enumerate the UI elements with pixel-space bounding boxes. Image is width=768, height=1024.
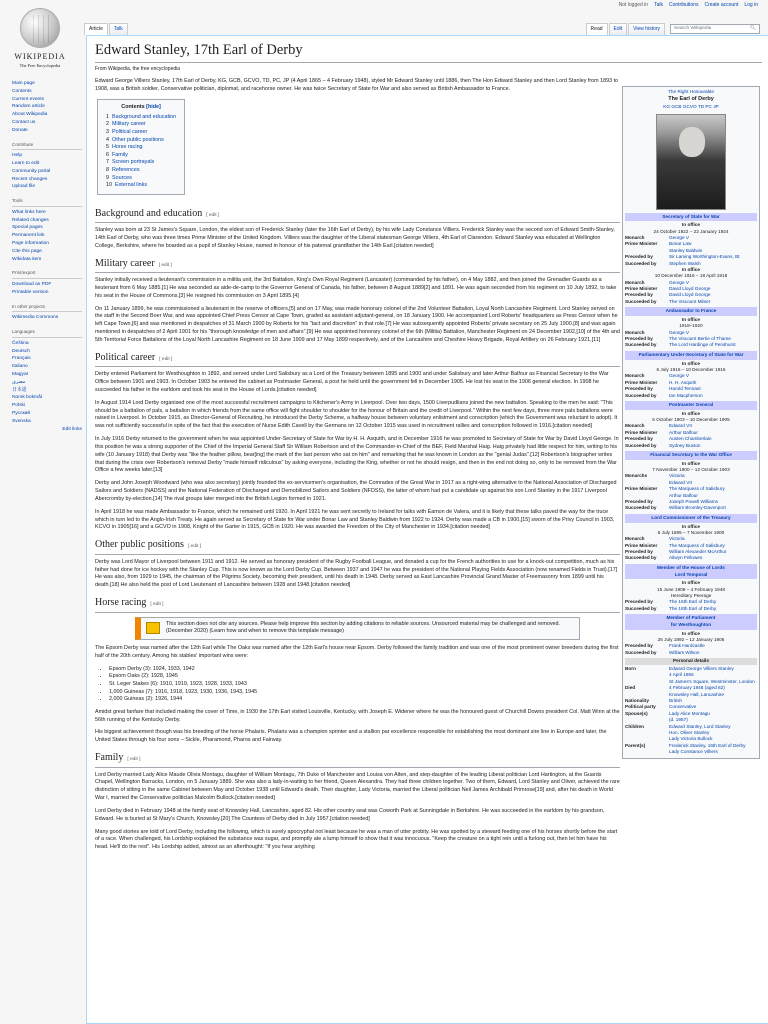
- unsourced-notice: [135, 617, 580, 641]
- section-edit-link[interactable]: [ edit ]: [127, 757, 141, 763]
- section-heading-racing: [95, 596, 620, 613]
- toc-item[interactable]: [106, 114, 176, 122]
- section-heading-family: [95, 751, 620, 768]
- sidebar-language-item[interactable]: Français: [12, 356, 31, 362]
- sidebar-contribute-item[interactable]: Recent changes: [12, 176, 48, 182]
- infobox-value[interactable]: The 16th Earl of Derby: [669, 599, 717, 605]
- infobox-row: [625, 393, 757, 399]
- toc-link[interactable]: Other public positions: [112, 136, 164, 143]
- in-office-label: In office: [682, 222, 700, 228]
- infobox-value[interactable]: Arthur Balfour: [669, 429, 698, 435]
- sidebar-language-item[interactable]: Italiano: [12, 364, 28, 370]
- sidebar-tools-item[interactable]: Permanent link: [12, 233, 45, 239]
- wins-list-item: • 1,000 Guineas (7): 1916, 1918, 1923, 1930, 1936, 1943, 1945: [109, 689, 620, 697]
- toc-item[interactable]: [106, 137, 176, 145]
- infobox-label: Prime Minister: [625, 286, 658, 292]
- infobox-row: [625, 606, 757, 612]
- sidebar-contribute-item[interactable]: Upload file: [12, 184, 36, 190]
- paragraph: Amidst great fanfare that included making the cover of Time, in 1930 the 17th Earl visited Louisville, Kentucky, with Joseph E. Widener where he was the honoured guest of Churchill Downs president Col. Matt Winn at the 56th running of the Kentucky Derby.: [95, 708, 620, 723]
- toc-number: 8: [106, 166, 109, 173]
- logo-wordmark: WIKIPEDIA: [14, 52, 66, 61]
- infobox-label: Children: [625, 723, 645, 729]
- infobox-value[interactable]: Harold Tennant: [669, 386, 701, 392]
- office-dates: Hereditary Peerage: [670, 593, 712, 599]
- sidebar-heading: In other projects: [12, 304, 82, 313]
- infobox-value[interactable]: David Lloyd George: [669, 286, 711, 292]
- infobox-label: Succeeded by: [625, 649, 657, 655]
- infobox-row: [625, 443, 757, 449]
- sidebar-heading: Print/export: [12, 270, 82, 279]
- office-title-line[interactable]: Ambassador to France: [665, 308, 717, 314]
- section-heading-military: [95, 257, 620, 274]
- office-header: [625, 213, 757, 222]
- infobox-row: [625, 743, 757, 756]
- toc-title: Contents [hide]: [121, 103, 161, 110]
- infobox-value[interactable]: Edward Stanley, Lord Stanley Hon. Oliver Stanley Lady Victoria Bullock: [669, 723, 731, 742]
- infobox-label: Monarch: [625, 536, 645, 542]
- sidebar-nav-item[interactable]: Random article: [12, 104, 45, 110]
- toc-hide[interactable]: [hide]: [146, 103, 161, 110]
- paragraph: Lord Derby died in February 1948 at the family seat of Knowsley Hall, Lancashire, aged 82. His other country seat was Coworth Park at Sunningdale in Berkshire. He was succeeded in the earldom by his grandson, Edward. He is buried at St Mary's Church, Knowsley.[20] The Countess of Derby died in July 1957.[citation needed]: [95, 807, 605, 822]
- search-input[interactable]: Search Wikipedia 🔍︎: [670, 24, 760, 34]
- sidebar-print-item[interactable]: Printable version: [12, 289, 49, 295]
- office-title-line[interactable]: Postmaster General: [668, 401, 714, 407]
- infobox-value[interactable]: Joseph Powell Williams: [669, 498, 718, 504]
- infobox-label: Preceded by: [625, 599, 653, 605]
- section-heading-background: [95, 207, 620, 224]
- tab-talk[interactable]: Talk: [109, 23, 128, 35]
- sidebar-language-item[interactable]: Magyar: [12, 372, 29, 377]
- sidebar-language-item[interactable]: Svenska: [12, 418, 31, 424]
- section-title: Political career: [95, 351, 156, 363]
- sidebar-language-item[interactable]: Deutsch: [12, 348, 30, 354]
- infobox-value[interactable]: William Alexander McArthur: [669, 549, 727, 554]
- sidebar-print-item[interactable]: Download as PDF: [12, 282, 52, 288]
- office-dates: 6 October 1903 – 10 December 1905: [652, 417, 730, 423]
- site-sub: From Wikipedia, the free encyclopedia: [95, 66, 181, 73]
- paragraph: Stanley was born at 23 St James's Square, London, the eldest son of Frederick Stanley (later the 16th Earl of Derby), by his wife Lady Constance Villiers. Frederick Stanley was the second son of Edward Smith-Stanley, 14th Earl of Derby, who was three times Prime Minister of the United Kingdom. Villiers was the daughter of the Liberal statesman George Villiers, 4th Earl of Clarendon. Edward Stanley was educated at Wellington College, Berkshire, where he boarded as a pupil of Stanley House, named in honour of his paternal grandfather the 14th Earl.[citation needed]: [95, 227, 615, 249]
- infobox-value[interactable]: 4 February 1948 (aged 82) Knowsley Hall, Lancashire: [669, 685, 725, 697]
- in-office-label: In office: [682, 317, 700, 323]
- infobox-value[interactable]: Lady Alice Montagu (d. 1957): [669, 710, 710, 723]
- login-link[interactable]: Log in: [744, 2, 758, 9]
- infobox-value[interactable]: William Wilson: [669, 649, 700, 655]
- section-title: Background and education: [95, 207, 203, 219]
- infobox: [622, 86, 760, 759]
- sidebar-projects: [12, 304, 82, 322]
- infobox-value[interactable]: H. H. Asquith: [669, 379, 697, 385]
- section-heading-other: [95, 538, 620, 555]
- infobox-value[interactable]: Conservative: [669, 704, 697, 710]
- paragraph: Derby and John Joseph Woodward (who was also secretary) jointly founded the ex-servicemen's organisation, the Comrades of the Great War in 1917 as a right-wing alternative to the National Association of Discharged Sailors and Soldiers (NADSS) and the National Federation of Discharged and Demobilized Sailors and Soldiers (NFDSS), the latter of whom had put a candidate up against his son Lord Stanley in the 1917 Liverpool Abercromby by-election.[14] The rival groups later merged into the British Legion formed in 1921.: [95, 480, 617, 502]
- personal-details-header: Personal details: [625, 658, 757, 665]
- sidebar-tools-item[interactable]: Special pages: [12, 225, 43, 231]
- sidebar: [12, 80, 82, 440]
- infobox-label: Parent(s): [625, 742, 646, 748]
- paragraph: On 11 January 1899, he was commissioned a lieutenant in the reserve of officers,[5] and on 17 May, was made honorary colonel of the 2nd Volunteer Battalion, Loyal North Lancashire Regiment. Lord Stanley served on the staff in the Second Boer War, and was appointed Chief Press Censor at Cape Town, graded as assistant adjutant-general, on 18 January 1900. He accompanied Lord Roberts' headquarters as Press Censor when he left Cape Town,[6] and was mentioned in despatches of 31 March 1900 by Roberts for his "tact and discretion" in that role.[7] He was subsequently appointed Roberts' private secretary on 25 July 1900.[8] and was again mentioned in despatches of 2 April 1901 for his "thorough knowledge of men and affairs".[9] He was appointed honorary colonel of the 6th (Militia) Battalion, Manchester Regiment on 24 December 1902,[10] of the 4th and 5th Territorial Force Battalions of the Loyal North Lancashire Regiment on 18 June 1909 and 17 May 1899 respectively, and of the Lancashire and Cheshire Heavy Brigade, Royal Artillery on 26 February 1921.[11]: [95, 305, 620, 343]
- toc-link[interactable]: Political career: [112, 128, 148, 135]
- table-of-contents: [97, 99, 185, 195]
- section-title: Family: [95, 752, 124, 764]
- sidebar-language-item[interactable]: Русский: [12, 410, 31, 416]
- infobox-value[interactable]: The Viscount Bertie of Thame: [669, 336, 731, 342]
- paragraph: Derby was Lord Mayor of Liverpool between 1911 and 1912. He served as honorary president of the Rugby Football League, and donated a cup for the French authorities to use for a knock-out competition, much as his father had done for ice hockey with the Stanley Cup. This is now known as the Lord Derby Cup. Between 1937 and 1947 he was the president of the National Playing Fields Association (now renamed Fields in Trust).[17] He was also, from 1929 to 1945, the chairman of the Pilgrims Society, becoming their president, until his death in 1948. Derby served as East Lancashire Provincial Grand Master of Freemasonry from 1899 until his death.[18] He also held the post of Lord Lieutenant of Lancashire between 1928 and 1948.[citation needed]: [95, 558, 618, 589]
- infobox-label: Prime Minister: [625, 486, 658, 492]
- logo-tagline: The Free Encyclopedia: [19, 62, 61, 68]
- section-heading-political: [95, 351, 620, 368]
- sidebar-contribute: [12, 142, 82, 192]
- infobox-row: [625, 241, 757, 254]
- wins-list-item: • Epsom Oaks (2): 1928, 1945: [109, 673, 620, 681]
- office-dates: 24 October 1922 – 22 January 1924: [653, 228, 729, 234]
- infobox-label: Succeeded by: [625, 342, 657, 348]
- infobox-value[interactable]: Victoria Edward VII: [669, 473, 692, 485]
- infobox-row: [625, 711, 757, 724]
- infobox-label: Preceded by: [625, 498, 653, 504]
- infobox-value[interactable]: The Marquess of Salisbury Arthur Balfour: [669, 486, 725, 498]
- wins-list-item: • St. Leger Stakes (6): 1910, 1919, 1923, 1928, 1933, 1943: [109, 681, 620, 689]
- infobox-label: Spouse(s): [625, 710, 648, 716]
- sidebar-language-item[interactable]: مصرى: [12, 379, 26, 385]
- paragraph: The Epsom Derby was named after the 12th Earl while The Oaks was named after the 12th Earl's house near Epsom. Derby followed the family tradition and was one of the most prominent owner breeders during the first half of the 20th century. Among his stables' important wins were:: [95, 645, 619, 659]
- personal-tools: [308, 0, 768, 12]
- infobox-row: [625, 685, 757, 698]
- toc-number: 9: [106, 174, 109, 181]
- toc-item[interactable]: [106, 152, 176, 160]
- toc-number: 1: [106, 113, 109, 120]
- infobox-row: [625, 505, 757, 511]
- office-dates: 15 June 1908 – 4 February 1948: [656, 586, 726, 592]
- infobox-value[interactable]: The Lord Hardinge of Penshurst: [669, 342, 736, 348]
- in-office-label: In office: [682, 580, 700, 586]
- infobox-label: Preceded by: [625, 254, 653, 260]
- infobox-row: [625, 299, 757, 305]
- toc-link[interactable]: Sources: [112, 174, 132, 181]
- paragraph: Lord Derby married Lady Alice Maude Olivia Montagu, daughter of William Montagu, 7th Duke of Manchester and Louisa von Alten, and step-daughter of the leading Liberal politician Lord Hartington, at the Guards Chapel, Wellington Barracks, London, on 5 January 1889. She was also a lady-in-waiting to her friend, Queen Alexandra. They had three children together. Two of them, Edward, Lord Stanley and Oliver, achieved the rare distinction of sitting in the same Cabinet between May and October 1938 until Edward's death. Their daughter, Lady Victoria, married the Liberal politician Neil James Archibald Primrose[19] and, after his death in World War I, married the Conservative politician Malcolm Bullock.[citation needed]: [95, 771, 620, 802]
- section-edit-link[interactable]: [ edit ]: [150, 602, 164, 608]
- paragraph: In July 1916 Derby returned to the government when he was appointed Under-Secretary of State for War by H. H. Asquith, and in December 1916 he was promoted to Secretary of State for War by David Lloyd George. In this position he was a strong supporter of the Chief of the Imperial General Staff Sir William Robertson and of the Commander-in-Chief of the BEF, Field Marshal Haig. Haig privately had little respect for him, writing to his wife (10 January 1918) that Derby was "like the feather pillow, bear[ing] the mark of the last person who sat on him" and remarking that he was known in London as the "genial Judas".[12] Robertson's biographer writes that during the crisis over Robertson's removal Derby "made himself ridiculous" by asking everyone, including the King, whether or not he should resign, and then in the end not doing so, only to be removed from the War Office a few weeks later.[13]: [95, 436, 619, 474]
- sidebar-contribute-item[interactable]: Learn to edit: [12, 161, 40, 167]
- office-header: [625, 307, 757, 316]
- paragraph: Derby entered Parliament for Westhoughton in 1892, and served under Lord Salisbury as a Lord of the Treasury between 1895 and 1900 and under Salisbury and later Arthur Balfour as Financial Secretary to the War Office between 1901 and 1903. In October 1903 he entered the cabinet as Postmaster General, a post he held until the government fell in December 1905. He lost his seat in the 1906 general election. In 1908 he succeeded his father in the earldom and took his seat in the House of Lords.[citation needed]: [95, 371, 609, 393]
- infobox-value[interactable]: George V: [669, 373, 690, 379]
- office-title-line[interactable]: for Westhoughton: [670, 621, 712, 627]
- infobox-label: Succeeded by: [625, 442, 657, 448]
- infobox-honorific[interactable]: The Right Honourable: [668, 89, 714, 94]
- infobox-row: [625, 342, 757, 348]
- paragraph: Many good stories are told of Lord Derby, including the following, which is surely apocryphal not least because he was a man of utter probity. He was spotted by a steward feeding one of his horses shortly before the start of a race. When challenged, his Lordship explained the substance was sugar, and promptly ate a lump himself to show that it was innocuous. "Keep the creature on a tight rein until a furlong out, then let him have his head. He'll do the rest". His Lordship added, almost as an afterthought: "If you hear anything: [95, 828, 618, 851]
- create-account-link[interactable]: Create account: [704, 2, 739, 9]
- infobox-value[interactable]: Edward VII: [669, 423, 692, 429]
- office-header: [625, 351, 757, 360]
- globe-icon: [20, 8, 60, 48]
- paragraph: Stanley initially received a lieutenant's commission in a militia unit, the 3rd Battalion, King's Own Royal Regiment (Lancaster) (commanded by his father), on 4 May 1882, and then joined the Grenadier Guards as a lieutenant from 6 May 1885.[1] He was seconded as aide-de-camp to the Governor General of Canada, his father, between 8 August 1889[2] and 1891. He was again seconded from his regiment on 10 July 1892, to take his seat in the House of Commons.[3] He resigned his commission on 3 April 1895.[4]: [95, 277, 617, 299]
- infobox-label: Political party: [625, 704, 656, 710]
- infobox-label: Born: [625, 665, 636, 671]
- office-title-line[interactable]: Member of Parliament: [666, 615, 716, 621]
- infobox-name: The Earl of Derby: [668, 95, 714, 102]
- sidebar-heading: Tools: [12, 198, 82, 207]
- office-dates: 10 December 1916 – 18 April 1918: [654, 273, 728, 279]
- page-title: Edward Stanley, 17th Earl of Derby: [95, 40, 762, 63]
- toc-link[interactable]: Horse racing: [112, 144, 143, 151]
- infobox-value[interactable]: George V: [669, 329, 690, 335]
- toc-item[interactable]: [106, 121, 176, 129]
- sidebar-navigation: [12, 80, 82, 135]
- sidebar-nav-item[interactable]: Main page: [12, 81, 35, 86]
- sidebar-language-item[interactable]: Norsk bokmål: [12, 395, 42, 401]
- toc-link[interactable]: Military career: [112, 121, 146, 128]
- paragraph: His biggest achievement though was his breeding of the horse Phalaris. Phalaris was a champion sprinter and a stallion par excellence responsible for establishing the most dominant sire line in Europe and later, the United States through his four sons – Sickle, Pharamond, Pharos and Fairway.: [95, 729, 607, 744]
- sidebar-language-item[interactable]: Čeština: [12, 340, 29, 346]
- infobox-label: Succeeded by: [625, 555, 657, 561]
- office-dates: 1918–1920: [679, 323, 703, 329]
- sidebar-contribute-item[interactable]: Help: [12, 153, 23, 159]
- sidebar-tools-item[interactable]: Related changes: [12, 217, 49, 223]
- sidebar-tools: [12, 198, 82, 263]
- infobox-row: [625, 724, 757, 743]
- infobox-label: Prime Minister: [625, 542, 658, 548]
- sidebar-tools-item[interactable]: Cite this page: [12, 248, 42, 254]
- infobox-value[interactable]: David Lloyd George: [669, 292, 711, 298]
- sidebar-nav-item[interactable]: Contact us: [12, 119, 36, 125]
- office-title-line[interactable]: Member of the House of Lords: [657, 564, 725, 570]
- infobox-label: Monarch: [625, 329, 645, 335]
- sidebar-contribute-item[interactable]: Community portal: [12, 168, 51, 174]
- office-dates: 26 July 1892 – 12 January 1906: [657, 637, 725, 643]
- tab-history[interactable]: View history: [628, 23, 665, 35]
- toc-link[interactable]: Family: [112, 151, 128, 158]
- in-office-label: In office: [682, 630, 700, 636]
- infobox-value[interactable]: Sir Laming Worthington-Evans, Bt: [669, 254, 740, 260]
- sidebar-languages: [12, 329, 82, 433]
- section-title: Other public positions: [95, 539, 184, 551]
- wins-list-item: • 2,000 Guineas (2): 1926, 1944: [109, 696, 620, 704]
- infobox-label: Monarch: [625, 235, 645, 240]
- toc-link[interactable]: Background and education: [112, 113, 177, 120]
- infobox-label: Prime Minister: [625, 429, 658, 435]
- section-edit-link[interactable]: [ edit ]: [158, 262, 172, 268]
- in-office-label: In office: [682, 410, 700, 416]
- tab-edit[interactable]: Edit: [609, 23, 628, 35]
- sidebar-tools-item[interactable]: Page information: [12, 241, 49, 247]
- sidebar-language-item[interactable]: Polski: [12, 403, 26, 409]
- infobox-label: Monarch: [625, 279, 645, 285]
- infobox-postnominals[interactable]: KG GCB GCVO TD PC JP: [663, 103, 719, 109]
- infobox-row: [625, 486, 757, 499]
- sidebar-language-item[interactable]: 日本語: [12, 387, 27, 393]
- wins-list: [109, 666, 620, 704]
- office-title-line[interactable]: Lord Temporal: [674, 571, 708, 577]
- notice-icon: [146, 622, 160, 634]
- office-title-line[interactable]: Lord Commissioner of the Treasury: [651, 514, 731, 520]
- sidebar-heading: Languages: [12, 329, 82, 338]
- paragraph: In April 1918 he was made Ambassador to France, which he remained until 1920. In April 1921 he was sent secretly to Ireland for talks with Éamon de Valera, and it is likely that these talks paved the way for the truce which in turn led to the Anglo-Irish Treaty. He again served as Secretary of State for War under Bonar Law and Stanley Baldwin from 1922 to 1924. Derby was made a CB in 1900,[15] sworn of the Privy Council in 1903, KCVO in 1905[16] and a GCVO in 1908, Knight of the Garter in 1915, GCB in 1920. He was awarded the Freedom of the City of Manchester in 1934.[citation needed]: [95, 508, 615, 531]
- edit-links[interactable]: Edit links: [62, 426, 82, 432]
- infobox-value[interactable]: Edward George Villiers Stanley 4 April 1865 St James's Square, Westminster, London: [669, 665, 755, 684]
- infobox-label: Preceded by: [625, 336, 653, 342]
- page-tabs: [84, 22, 768, 35]
- sidebar-tools-item[interactable]: What links here: [12, 209, 46, 215]
- toc-item[interactable]: [106, 144, 176, 152]
- office-dates: 6 July 1895 – 7 November 1900: [657, 529, 725, 535]
- infobox-value[interactable]: George V: [669, 279, 690, 285]
- toc-item[interactable]: [106, 167, 176, 175]
- toc-number: 2: [106, 121, 109, 128]
- notice-text: This section does not cite any sources. Please help improve this section by adding citations to reliable sources. Unsourced material may be challenged and removed. (December 2020) (Learn how and when to remove this template message): [166, 620, 561, 635]
- sidebar-tools-item[interactable]: Wikidata item: [12, 256, 42, 262]
- office-dates: 6 July 1916 – 10 December 1916: [656, 366, 726, 372]
- infobox-value[interactable]: British: [669, 698, 683, 704]
- infobox-label: Monarch: [625, 423, 645, 429]
- infobox-label: Succeeded by: [625, 392, 657, 398]
- infobox-value[interactable]: Stephen Walsh: [669, 260, 701, 266]
- infobox-value[interactable]: Ian Macpherson: [669, 392, 703, 398]
- infobox-row: [625, 650, 757, 656]
- toc-link[interactable]: References: [112, 166, 140, 173]
- infobox-value[interactable]: Frank Hardcastle: [669, 643, 705, 649]
- toc-number: 7: [106, 159, 109, 166]
- infobox-value[interactable]: Ailwyn Fellowes: [669, 555, 703, 561]
- sidebar-print: [12, 270, 82, 296]
- infobox-label: Preceded by: [625, 292, 653, 298]
- infobox-label: Monarchs: [625, 473, 648, 479]
- section-title: Military career: [95, 257, 155, 269]
- office-header: [625, 451, 757, 460]
- wins-list-item: • Epsom Derby (3): 1924, 1933, 1942: [109, 666, 620, 674]
- in-office-label: In office: [682, 460, 700, 466]
- infobox-value[interactable]: Sydney Buxton: [669, 442, 701, 448]
- toc-link[interactable]: Screen portrayals: [112, 159, 155, 166]
- infobox-value[interactable]: The Viscount Milner: [669, 298, 711, 304]
- article-body: [95, 78, 620, 852]
- wikipedia-logo[interactable]: [6, 8, 74, 69]
- toc-number: 4: [106, 136, 109, 143]
- infobox-label: Prime Minister: [625, 241, 658, 247]
- infobox-label: Monarch: [625, 373, 645, 379]
- office-title-line[interactable]: Parliamentary Under-Secretary of State for War: [638, 351, 744, 357]
- infobox-label: Nationality: [625, 698, 649, 704]
- sidebar-nav-item[interactable]: About Wikipedia: [12, 112, 48, 118]
- infobox-label: Succeeded by: [625, 505, 657, 511]
- infobox-value[interactable]: The 18th Earl of Derby: [669, 605, 717, 611]
- in-office-label: In office: [682, 360, 700, 366]
- search-icon[interactable]: 🔍︎: [749, 26, 756, 31]
- infobox-label: Succeeded by: [625, 605, 657, 611]
- toc-number: 10: [106, 182, 112, 189]
- portrait-image[interactable]: [656, 114, 726, 210]
- sidebar-nav-item[interactable]: Donate: [12, 127, 28, 133]
- infobox-label: Prime Minister: [625, 379, 658, 385]
- not-logged-in: Not logged in: [618, 2, 649, 9]
- section-title: Horse racing: [95, 597, 147, 609]
- paragraph: In August 1914 Lord Derby organised one of the most successful recruitment campaigns to Kitchener's Army in Liverpool. Over two days, 1500 Liverpudlians joined the new battalion. Speaking to the men he said: "This should be a battalion of pals, a battalion in which friends from the same office will fight shoulder to shoulder for the honour of Britain and the credit of Liverpool." Within the next few days, three more pals battalions were raised in Liverpool. In October 1915, as Director-General of Recruiting, he introduced the Derby Scheme, a halfway house between voluntary enlistment and conscription (which the Government was reluctant to adopt). It was not sufficiently successful in spite of the fact that the execution of Nurse Edith Cavell by the Germans on 12 October 1915 was used in recruitment rallies and conscription followed in 1916.[citation needed]: [95, 399, 618, 430]
- infobox-label: Preceded by: [625, 549, 653, 554]
- infobox-value[interactable]: Austen Chamberlain: [669, 436, 712, 442]
- office-dates: 7 November 1900 – 12 October 1903: [652, 467, 730, 473]
- infobox-value[interactable]: George V: [669, 235, 690, 240]
- section-edit-link[interactable]: [ edit ]: [206, 212, 220, 218]
- toc-number: 5: [106, 144, 109, 151]
- sidebar-nav-item[interactable]: Current events: [12, 96, 45, 102]
- toc-number: 3: [106, 128, 109, 135]
- infobox-value[interactable]: The Marquess of Salisbury: [669, 542, 725, 548]
- in-office-label: In office: [682, 523, 700, 529]
- intro-paragraph: Edward George Villiers Stanley, 17th Earl of Derby, KG, GCB, GCVO, TD, PC, JP (4 April 1865 – 4 February 1948), styled Mr Edward Stanley until 1886, then The Hon Edward Stanley and then Lord Stanley from 1893 to 1908, was a British soldier, Conservative politician, diplomat, and racehorse owner. He was twice Secretary of State for War and also served as British Ambassador to France.: [95, 78, 619, 93]
- tab-read[interactable]: Read: [586, 23, 608, 35]
- infobox-value[interactable]: Bonar Law Stanley Baldwin: [669, 241, 703, 253]
- office-title-line[interactable]: Financial Secretary to the War Office: [650, 451, 732, 457]
- toc-number: 6: [106, 151, 109, 158]
- toc-item[interactable]: [106, 129, 176, 137]
- infobox-row: [625, 555, 757, 561]
- article-content: [86, 35, 768, 1024]
- toc-link[interactable]: External links: [115, 182, 148, 189]
- toc-item[interactable]: [106, 159, 176, 167]
- office-header: [625, 401, 757, 410]
- infobox-label: Preceded by: [625, 436, 653, 442]
- sidebar-project-item[interactable]: Wikimedia Commons: [12, 315, 59, 321]
- infobox-value[interactable]: William Bromley-Davenport: [669, 505, 726, 511]
- office-header: [625, 564, 757, 580]
- section-edit-link[interactable]: [ edit ]: [159, 356, 173, 362]
- contributions-link[interactable]: Contributions: [668, 2, 699, 9]
- sidebar-heading: Contribute: [12, 142, 82, 151]
- infobox-label: Succeeded by: [625, 298, 657, 304]
- infobox-label: Succeeded by: [625, 260, 657, 266]
- infobox-value[interactable]: Victoria: [669, 536, 685, 542]
- office-title-line[interactable]: Secretary of State for War: [662, 213, 720, 219]
- tab-article[interactable]: Article: [84, 23, 108, 35]
- infobox-row: [625, 473, 757, 486]
- toc-item[interactable]: [106, 175, 176, 183]
- sidebar-nav-item[interactable]: Contents: [12, 88, 32, 94]
- toc-item[interactable]: [106, 182, 176, 190]
- talk-link[interactable]: Talk: [654, 2, 663, 9]
- infobox-label: Preceded by: [625, 386, 653, 392]
- office-header: [625, 514, 757, 523]
- in-office-label: In office: [682, 267, 700, 273]
- section-edit-link[interactable]: [ edit ]: [187, 544, 201, 550]
- infobox-label: Preceded by: [625, 643, 653, 649]
- infobox-value[interactable]: Frederick Stanley, 16th Earl of Derby Lady Constance Villiers: [669, 742, 746, 755]
- office-header: [625, 614, 757, 630]
- infobox-label: Died: [625, 685, 636, 691]
- infobox-row: [625, 666, 757, 685]
